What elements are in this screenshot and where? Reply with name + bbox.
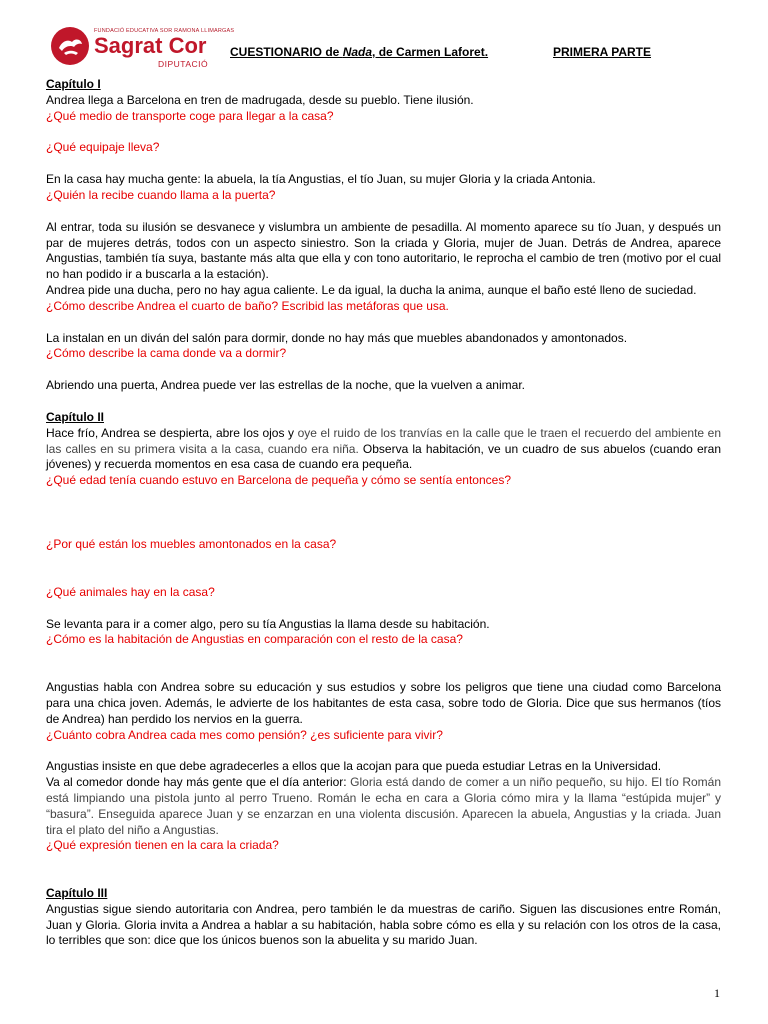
question: ¿Qué medio de transporte coge para llegar a la casa? (46, 108, 334, 123)
question: ¿Qué edad tenía cuando estuvo en Barcelona de pequeña y cómo se sentía entonces? (46, 473, 511, 488)
question: ¿Qué animales hay en la casa? (46, 584, 215, 599)
paragraph: Angustias sigue siendo autoritaria con Andrea, pero también le da muestras de cariño. Siguen las discusiones entre Román, Juan y Gloria. Gloria invita a Andrea a hablar a su habitación, habla sobre cómo es ella y su relación con los otros de la casa, lo terribles que son: dice que los únicos buenos son la abuelita y su marido Juan. (46, 901, 721, 948)
logo-name: Sagrat Cor (94, 33, 207, 58)
logo-foundation-text: FUNDACIÓ EDUCATIVA SOR RAMONA LLIMARGAS (94, 28, 235, 34)
paragraph: Se levanta para ir a comer algo, pero su tía Angustias la llama desde su habitación. (46, 616, 490, 631)
paragraph: Va al comedor donde hay más gente que el día anterior: Gloria está dando de comer a un niño pequeño, su hijo. El tío Román está limpiando una pistola junto al perro Trueno. Román le echa en cara a Gloria cómo mira y la llama “estúpida mujer” y “basura”. Enseguida aparece Juan y se enzarzan en una violenta discusión. Aparecen la abuela, Angustias y la criada. Juan tira el plato del niño a Angustias. (46, 775, 722, 837)
document-title: CUESTIONARIO de Nada, de Carmen Laforet. (230, 45, 489, 59)
question: ¿Qué equipaje lleva? (46, 140, 160, 155)
paragraph: Andrea llega a Barcelona en tren de madrugada, desde su pueblo. Tiene ilusión. (46, 92, 474, 107)
school-emblem-icon (50, 26, 90, 66)
paragraph: La instalan en un diván del salón para dormir, donde no hay más que muebles abandonados y amontonados. (46, 330, 628, 345)
chapter-3-heading: Capítulo III (46, 886, 108, 901)
question: ¿Cómo describe Andrea el cuarto de baño? Escribid las metáforas que usa. (46, 298, 449, 313)
school-logo (50, 24, 235, 70)
question: ¿Quién la recibe cuando llama a la puerta? (46, 187, 276, 202)
page-number: 1 (714, 986, 720, 1000)
paragraph: Angustias insiste en que debe agradecerles a ellos que la acojan para que pueda estudiar Letras en la Universidad. (46, 759, 662, 774)
document-part: PRIMERA PARTE (553, 45, 652, 59)
paragraph: Al entrar, toda su ilusión se desvanece y vislumbra un ambiente de pesadilla. Al momento aparece su tío Juan, y después un par de mujeres detrás, todos con un aspecto siniestro. Son la criada y Gloria, mujer de Juan. Detrás de Andrea, aparece Angustias, también tía suya, bastante más alta que ella y con tono autoritario, le reprocha el cambio de tren (motivo por el cual no han podido ir a buscarla a la estación). (46, 219, 721, 282)
paragraph: Hace frío, Andrea se despierta, abre los ojos y oye el ruido de los tranvías en la calle que le traen el recuerdo del ambiente en las calles en su primera visita a la casa, cuando era niña. Observa la habitación, ve un cuadro de sus abuelos (cuando eran jóvenes) y recuerda momentos en esa casa de cuando era pequeña. (46, 425, 721, 472)
question: ¿Cómo describe la cama donde va a dormir? (46, 346, 287, 361)
paragraph: En la casa hay mucha gente: la abuela, la tía Angustias, el tío Juan, su mujer Gloria y la criada Antonia. (46, 172, 596, 187)
chapter-1-heading: Capítulo I (46, 77, 101, 91)
chapter-2-heading: Capítulo II (46, 409, 104, 424)
question: ¿Por qué están los muebles amontonados en la casa? (46, 536, 337, 551)
question: ¿Cuánto cobra Andrea cada mes como pensión? ¿es suficiente para vivir? (46, 727, 443, 742)
document-body (46, 77, 721, 949)
paragraph: Andrea pide una ducha, pero no hay agua caliente. Le da igual, la ducha la anima, aunque el baño esté lleno de suciedad. (46, 282, 697, 297)
question: ¿Qué expresión tienen en la cara la criada? (46, 838, 279, 853)
logo-subtitle: DIPUTACIÓ (158, 59, 209, 69)
question: ¿Cómo es la habitación de Angustias en comparación con el resto de la casa? (46, 632, 463, 647)
paragraph: Abriendo una puerta, Andrea puede ver las estrellas de la noche, que la vuelven a animar. (46, 378, 525, 393)
paragraph: Angustias habla con Andrea sobre su educación y sus estudios y sobre los peligros que tiene una ciudad como Barcelona para una chica joven. Además, le advierte de los habitantes de esta casa, sobre todo de Gloria. Dice que sus hermanos (tíos de Andrea) han perdido los nervios en la guerra. (46, 680, 721, 726)
